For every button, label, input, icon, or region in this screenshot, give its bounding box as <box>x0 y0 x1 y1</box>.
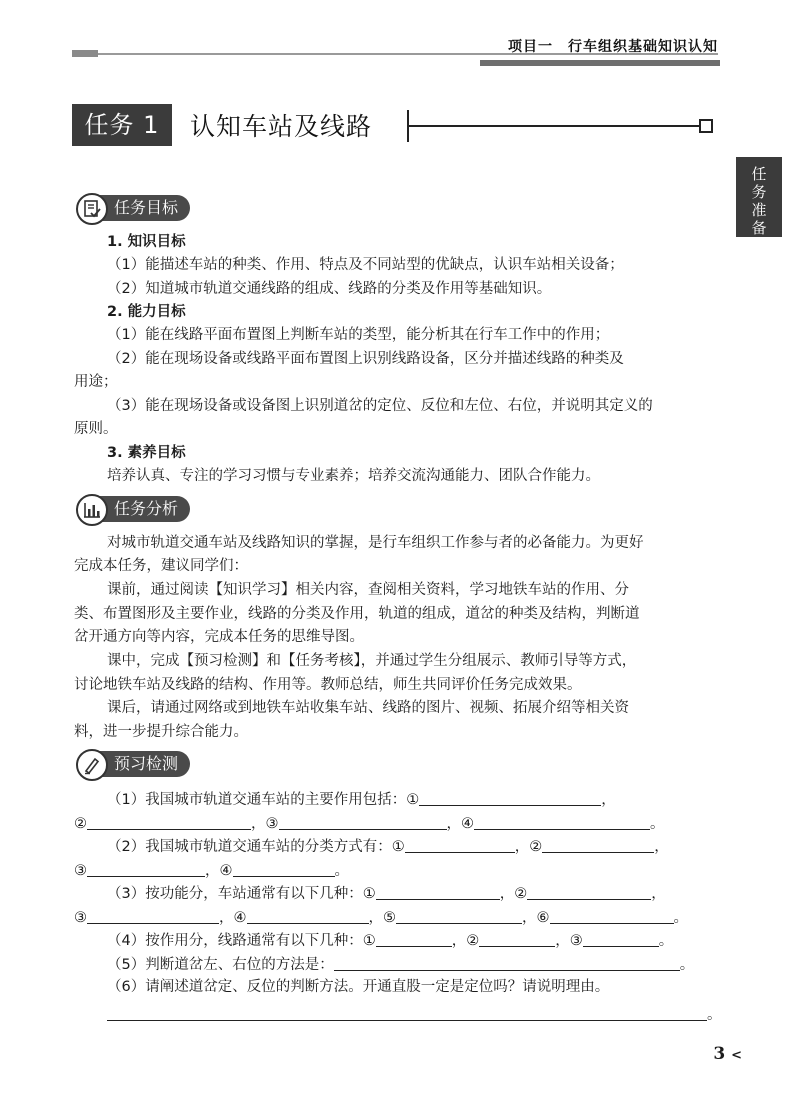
analysis-paragraph-continued: 讨论地铁车站及线路的结构、作用等。教师总结，师生共同评价任务完成效果。 <box>74 677 582 693</box>
circled-number: ① <box>362 933 376 949</box>
objective-item: （2）能在现场设备或线路平面布置图上识别线路设备，区分并描述线路的种类及 <box>107 351 624 367</box>
answer-blank[interactable] <box>334 954 680 971</box>
punctuation: ， <box>522 910 537 926</box>
circled-number: ④ <box>233 910 247 926</box>
question-1 <box>107 789 616 810</box>
answer-blank[interactable] <box>376 930 452 947</box>
side-tab-task-preparation <box>736 157 782 237</box>
side-tab-char: 务 <box>751 183 767 201</box>
punctuation: ， <box>219 910 234 926</box>
objective-item: （1）能在线路平面布置图上判断车站的类型，能分析其在行车工作中的作用； <box>107 327 610 343</box>
question-4 <box>107 930 673 951</box>
punctuation: ， <box>601 792 616 808</box>
question-1-continued <box>74 813 665 834</box>
punctuation: ， <box>514 839 530 855</box>
punctuation: 。 <box>673 910 688 926</box>
punctuation: ， <box>251 816 266 832</box>
page-number-value: 3 <box>713 1044 726 1064</box>
punctuation: ， <box>451 933 467 949</box>
punctuation: 。 <box>707 1007 722 1023</box>
objective-item: （1）能描述车站的种类、作用、特点及不同站型的优缺点，认识车站相关设备； <box>107 257 624 273</box>
answer-blank[interactable] <box>107 1004 707 1021</box>
analysis-paragraph-continued: 完成本任务，建议同学们： <box>74 558 248 574</box>
objective-heading: 2. 能力目标 <box>107 304 186 320</box>
page-number <box>713 1044 742 1064</box>
answer-blank[interactable] <box>247 907 369 924</box>
answer-blank[interactable] <box>87 860 205 877</box>
question-6: （6）请阐述道岔定、反位的判断方法。开通直股一定是定位吗？请说明理由。 <box>107 979 610 995</box>
punctuation: 。 <box>679 957 695 973</box>
circled-number: ② <box>74 816 87 832</box>
question-text: （4）按作用分，线路通常有以下几种： <box>107 933 363 949</box>
answer-blank[interactable] <box>376 883 500 900</box>
question-3 <box>107 883 666 904</box>
answer-blank[interactable] <box>87 907 219 924</box>
answer-blank[interactable] <box>583 930 659 947</box>
objective-item-continued: 原则。 <box>74 421 118 437</box>
question-3-continued <box>74 907 688 928</box>
running-header-title: 项目一 行车组织基础知识认知 <box>508 39 718 55</box>
side-tab-char: 备 <box>751 219 767 237</box>
question-text: （5）判断道岔左、右位的方法是： <box>107 957 334 973</box>
answer-blank[interactable] <box>474 813 650 830</box>
answer-blank[interactable] <box>405 836 515 853</box>
answer-blank[interactable] <box>527 883 651 900</box>
objective-heading: 1. 知识目标 <box>107 234 186 250</box>
question-6-answer-line <box>107 1004 722 1025</box>
analysis-paragraph: 课中，完成【预习检测】和【任务考核】，并通过学生分组展示、教师引导等方式， <box>107 653 637 669</box>
question-2 <box>107 836 669 857</box>
punctuation: ， <box>654 839 669 855</box>
punctuation: ， <box>205 863 220 879</box>
question-2-continued <box>74 860 349 881</box>
objective-item: （3）能在现场设备或设备图上识别道岔的定位、反位和左位、右位，并说明其定义的 <box>107 398 653 414</box>
side-tab-char: 准 <box>751 201 767 219</box>
objective-heading: 3. 素养目标 <box>107 445 186 461</box>
circled-number: ③ <box>265 816 279 832</box>
side-tab-char: 任 <box>751 165 767 183</box>
punctuation: 。 <box>650 816 665 832</box>
punctuation: ， <box>368 910 383 926</box>
punctuation: 。 <box>658 933 674 949</box>
punctuation: ， <box>555 933 570 949</box>
analysis-paragraph: 课前，通过阅读【知识学习】相关内容，查阅相关资料，学习地铁车站的作用、分 <box>107 582 629 598</box>
header-right-bar <box>480 60 720 66</box>
question-text: （3）按功能分，车站通常有以下几种： <box>107 886 363 902</box>
punctuation: ， <box>499 886 515 902</box>
objective-item-continued: 用途； <box>74 374 118 390</box>
circled-number: ② <box>529 839 543 855</box>
section-badge-label: 预习检测 <box>94 751 190 777</box>
analysis-paragraph-continued: 类、布置图形及主要作业，线路的分类及作用，轨道的组成，道岔的种类及结构，判断道 <box>74 606 640 622</box>
answer-blank[interactable] <box>419 789 601 806</box>
analysis-paragraph: 对城市轨道交通车站及线路知识的掌握，是行车组织工作参与者的必备能力。为更好 <box>107 535 644 551</box>
bar-chart-icon <box>76 494 108 526</box>
answer-blank[interactable] <box>279 813 447 830</box>
answer-blank[interactable] <box>396 907 522 924</box>
circled-number: ⑥ <box>536 910 550 926</box>
objective-item: （2）知道城市轨道交通线路的组成、线路的分类及作用等基础知识。 <box>107 281 552 297</box>
punctuation: 。 <box>334 863 349 879</box>
answer-blank[interactable] <box>542 836 654 853</box>
circled-number: ③ <box>74 910 87 926</box>
circled-number: ① <box>406 792 420 808</box>
task-title-rule <box>398 106 728 146</box>
answer-blank[interactable] <box>87 813 251 830</box>
analysis-paragraph: 课后，请通过网络或到地铁车站收集车站、线路的图片、视频、拓展介绍等相关资 <box>107 700 629 716</box>
question-text: （2）我国城市轨道交通车站的分类方式有： <box>107 839 392 855</box>
circled-number: ⑤ <box>383 910 396 926</box>
answer-blank[interactable] <box>479 930 555 947</box>
circled-number: ④ <box>219 863 233 879</box>
circled-number: ③ <box>74 863 87 879</box>
question-text: （1）我国城市轨道交通车站的主要作用包括： <box>107 792 407 808</box>
answer-blank[interactable] <box>550 907 674 924</box>
circled-number: ② <box>466 933 480 949</box>
circled-number: ④ <box>461 816 474 832</box>
section-badge-label: 任务目标 <box>94 195 190 221</box>
chevron-left-icon: < <box>731 1048 742 1063</box>
circled-number: ① <box>362 886 376 902</box>
punctuation: ， <box>651 886 666 902</box>
analysis-paragraph-continued: 岔开通方向等内容，完成本任务的思维导图。 <box>74 629 364 645</box>
task-title: 认知车站及线路 <box>190 112 373 141</box>
punctuation: ， <box>446 816 461 832</box>
section-badge-label: 任务分析 <box>94 496 190 522</box>
answer-blank[interactable] <box>233 860 335 877</box>
question-5 <box>107 954 694 975</box>
objective-item: 培养认真、专注的学习习惯与专业素养；培养交流沟通能力、团队合作能力。 <box>107 468 600 484</box>
pencil-icon <box>76 749 108 781</box>
header-left-bar <box>72 50 98 57</box>
clipboard-check-icon <box>76 193 108 225</box>
circled-number: ③ <box>569 933 583 949</box>
circled-number: ① <box>391 839 405 855</box>
analysis-paragraph-continued: 料，进一步提升综合能力。 <box>74 724 248 740</box>
task-number-label: 任务 1 <box>72 104 172 146</box>
circled-number: ② <box>514 886 528 902</box>
